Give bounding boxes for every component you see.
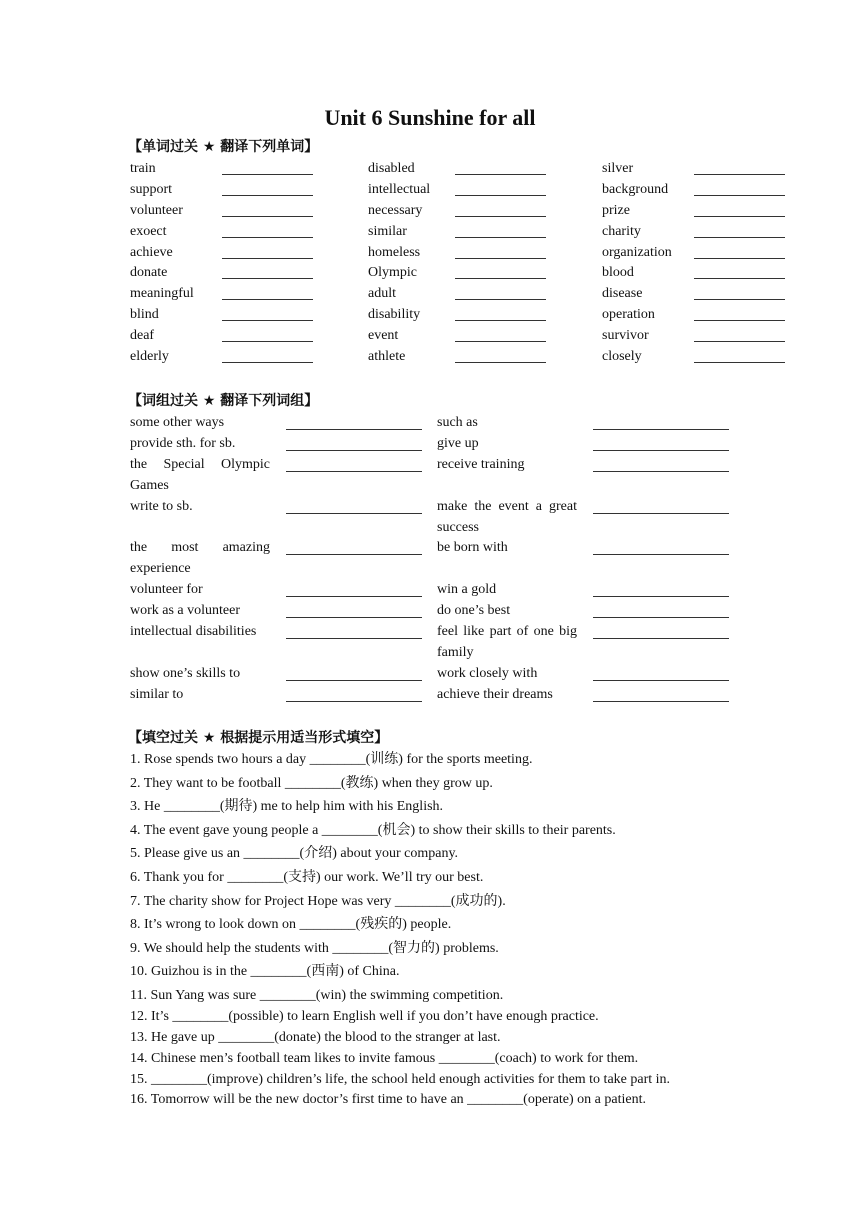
fill-in-item: 14. Chinese men’s football team likes to invite famous ________(coach) to work for them. [130,1050,639,1066]
fill-in-item: 11. Sun Yang was sure ________(win) the swimming competition. [130,987,504,1003]
phrase-text: the most amazing experience [130,540,270,577]
vocab-word: donate [130,265,168,281]
phrase-text: do one’s best [437,603,511,619]
phrase-row [130,497,740,539]
phrase-text: receive training [437,456,525,472]
vocab-row [130,222,790,243]
answer-blank[interactable] [222,347,313,363]
phrase-text: work as a volunteer [130,603,241,619]
answer-blank[interactable] [222,201,313,217]
vocab-word: background [602,181,669,197]
answer-blank[interactable] [694,159,785,175]
vocab-word: disease [602,286,643,302]
fill-in-item: 5. Please give us an ________(介绍) about your company. [130,846,459,862]
answer-blank[interactable] [286,497,422,514]
answer-blank[interactable] [222,305,313,321]
answer-blank[interactable] [286,538,422,555]
phrase-row [130,601,740,622]
vocab-word: deaf [130,328,155,344]
vocab-word: similar [368,223,407,239]
phrase-text: the Special Olympic Games [130,456,270,493]
vocab-word: closely [602,349,642,365]
answer-blank[interactable] [286,622,422,639]
vocab-word: train [130,161,156,176]
answer-blank[interactable] [694,180,785,196]
answer-blank[interactable] [593,434,729,451]
fill-in-item: 9. We should help the students with ________(智力的) problems. [130,940,499,956]
phrase-text: achieve their dreams [437,686,553,702]
answer-blank[interactable] [593,455,729,472]
vocab-word: Olympic [368,265,417,281]
phrase-text: some other ways [130,415,225,430]
vocab-word: survivor [602,328,649,344]
answer-blank[interactable] [222,263,313,279]
answer-blank[interactable] [694,305,785,321]
vocab-word: operation [602,307,655,323]
answer-blank[interactable] [455,263,546,279]
answer-blank[interactable] [694,263,785,279]
phrase-row [130,622,740,664]
vocab-row [130,201,790,222]
answer-blank[interactable] [455,305,546,321]
phrase-text: make the event a great success [437,498,577,535]
vocab-word: volunteer [130,202,183,218]
answer-blank[interactable] [694,326,785,342]
vocab-word: adult [368,286,396,302]
phrase-text: similar to [130,686,184,702]
vocab-row [130,243,790,264]
fill-in-item: 2. They want to be football ________(教练) when they grow up. [130,775,493,791]
vocab-word: elderly [130,349,169,365]
vocab-word: blood [602,265,634,281]
fill-in-item: 15. ________(improve) children’s life, the school held enough activities for them to take part in. [130,1071,671,1087]
fill-section-heading: 【填空过关 ★ 根据提示用适当形式填空】 [128,730,389,746]
vocab-word: intellectual [368,181,431,197]
vocab-word: support [130,181,172,197]
fill-in-item: 8. It’s wrong to look down on ________(残疾的) people. [130,917,452,933]
fill-in-item: 13. He gave up ________(donate) the blood to the stranger at last. [130,1029,501,1045]
answer-blank[interactable] [455,159,546,175]
answer-blank[interactable] [694,284,785,300]
answer-blank[interactable] [222,159,313,175]
phrase-text: be born with [437,540,508,556]
vocab-word: disabled [368,161,415,176]
answer-blank[interactable] [286,434,422,451]
fill-in-item: 3. He ________(期待) me to help him with his English. [130,799,444,815]
fill-in-item: 4. The event gave young people a ________(机会) to show their skills to their parents. [130,822,616,838]
answer-blank[interactable] [694,243,785,259]
vocab-word: exoect [130,223,167,239]
answer-blank[interactable] [593,580,729,597]
fill-in-item: 16. Tomorrow will be the new doctor’s first time to have an ________(operate) on a patient. [130,1092,646,1108]
answer-blank[interactable] [593,538,729,555]
page-title: Unit 6 Sunshine for all [324,105,536,130]
answer-blank[interactable] [593,497,729,514]
vocab-word: homeless [368,244,421,260]
vocab-word: organization [602,244,672,260]
answer-blank[interactable] [593,622,729,639]
phrase-text: write to sb. [130,498,193,514]
vocab-word: event [368,328,399,344]
answer-blank[interactable] [455,180,546,196]
phrase-text: such as [437,415,478,430]
answer-blank[interactable] [455,243,546,259]
vocab-word: disability [368,307,421,323]
vocab-table [130,159,790,368]
fill-in-item: 12. It’s ________(possible) to learn English well if you don’t have enough practice. [130,1008,599,1024]
phrase-text: give up [437,435,479,451]
vocab-section-heading: 【单词过关 ★ 翻译下列单词】 [128,139,319,155]
answer-blank[interactable] [286,413,422,430]
vocab-word: blind [130,307,159,323]
fill-in-item: 7. The charity show for Project Hope was very ________(成功的). [130,893,506,909]
vocab-word: silver [602,161,634,176]
answer-blank[interactable] [286,685,422,702]
vocab-word: meaningful [130,286,194,302]
vocab-row [130,347,790,368]
answer-blank[interactable] [286,601,422,618]
answer-blank[interactable] [593,685,729,702]
answer-blank[interactable] [286,455,422,472]
phrase-row [130,455,740,497]
answer-blank[interactable] [222,222,313,238]
vocab-row [130,284,790,305]
vocab-word: necessary [368,202,423,218]
vocab-row [130,326,790,347]
fill-in-item: 1. Rose spends two hours a day ________(训练) for the sports meeting. [130,752,533,767]
answer-blank[interactable] [222,326,313,342]
phrase-text: feel like part of one big family [437,624,577,660]
phrase-table [130,413,740,706]
phrase-text: intellectual disabilities [130,624,257,640]
phrase-text: win a gold [437,582,497,598]
vocab-row [130,180,790,201]
answer-blank[interactable] [593,413,729,430]
answer-blank[interactable] [593,601,729,618]
answer-blank[interactable] [286,580,422,597]
answer-blank[interactable] [694,201,785,217]
vocab-word: prize [602,202,630,218]
answer-blank[interactable] [222,180,313,196]
phrase-row [130,413,740,434]
phrase-row [130,580,740,601]
answer-blank[interactable] [455,347,546,363]
answer-blank[interactable] [455,201,546,217]
vocab-word: athlete [368,349,406,365]
answer-blank[interactable] [222,243,313,259]
vocab-row [130,263,790,284]
phrase-text: work closely with [437,665,538,681]
fill-in-item: 6. Thank you for ________(支持) our work. We’ll try our best. [130,869,484,885]
vocab-word: achieve [130,244,173,260]
fill-in-list [130,750,750,1111]
phrase-row [130,685,740,706]
answer-blank[interactable] [694,222,785,238]
phrase-text: show one’s skills to [130,665,241,681]
answer-blank[interactable] [694,347,785,363]
fill-in-item: 10. Guizhou is in the ________(西南) of China. [130,964,400,980]
phrase-row [130,664,740,685]
answer-blank[interactable] [222,284,313,300]
phrase-row [130,538,740,580]
vocab-word: charity [602,223,641,239]
answer-blank[interactable] [455,326,546,342]
phrase-section-heading: 【词组过关 ★ 翻译下列词组】 [128,393,319,409]
phrase-text: volunteer for [130,582,203,598]
phrase-row [130,434,740,455]
phrase-text: provide sth. for sb. [130,435,236,451]
answer-blank[interactable] [593,664,729,681]
answer-blank[interactable] [455,284,546,300]
answer-blank[interactable] [455,222,546,238]
answer-blank[interactable] [286,664,422,681]
vocab-row [130,159,790,180]
vocab-row [130,305,790,326]
